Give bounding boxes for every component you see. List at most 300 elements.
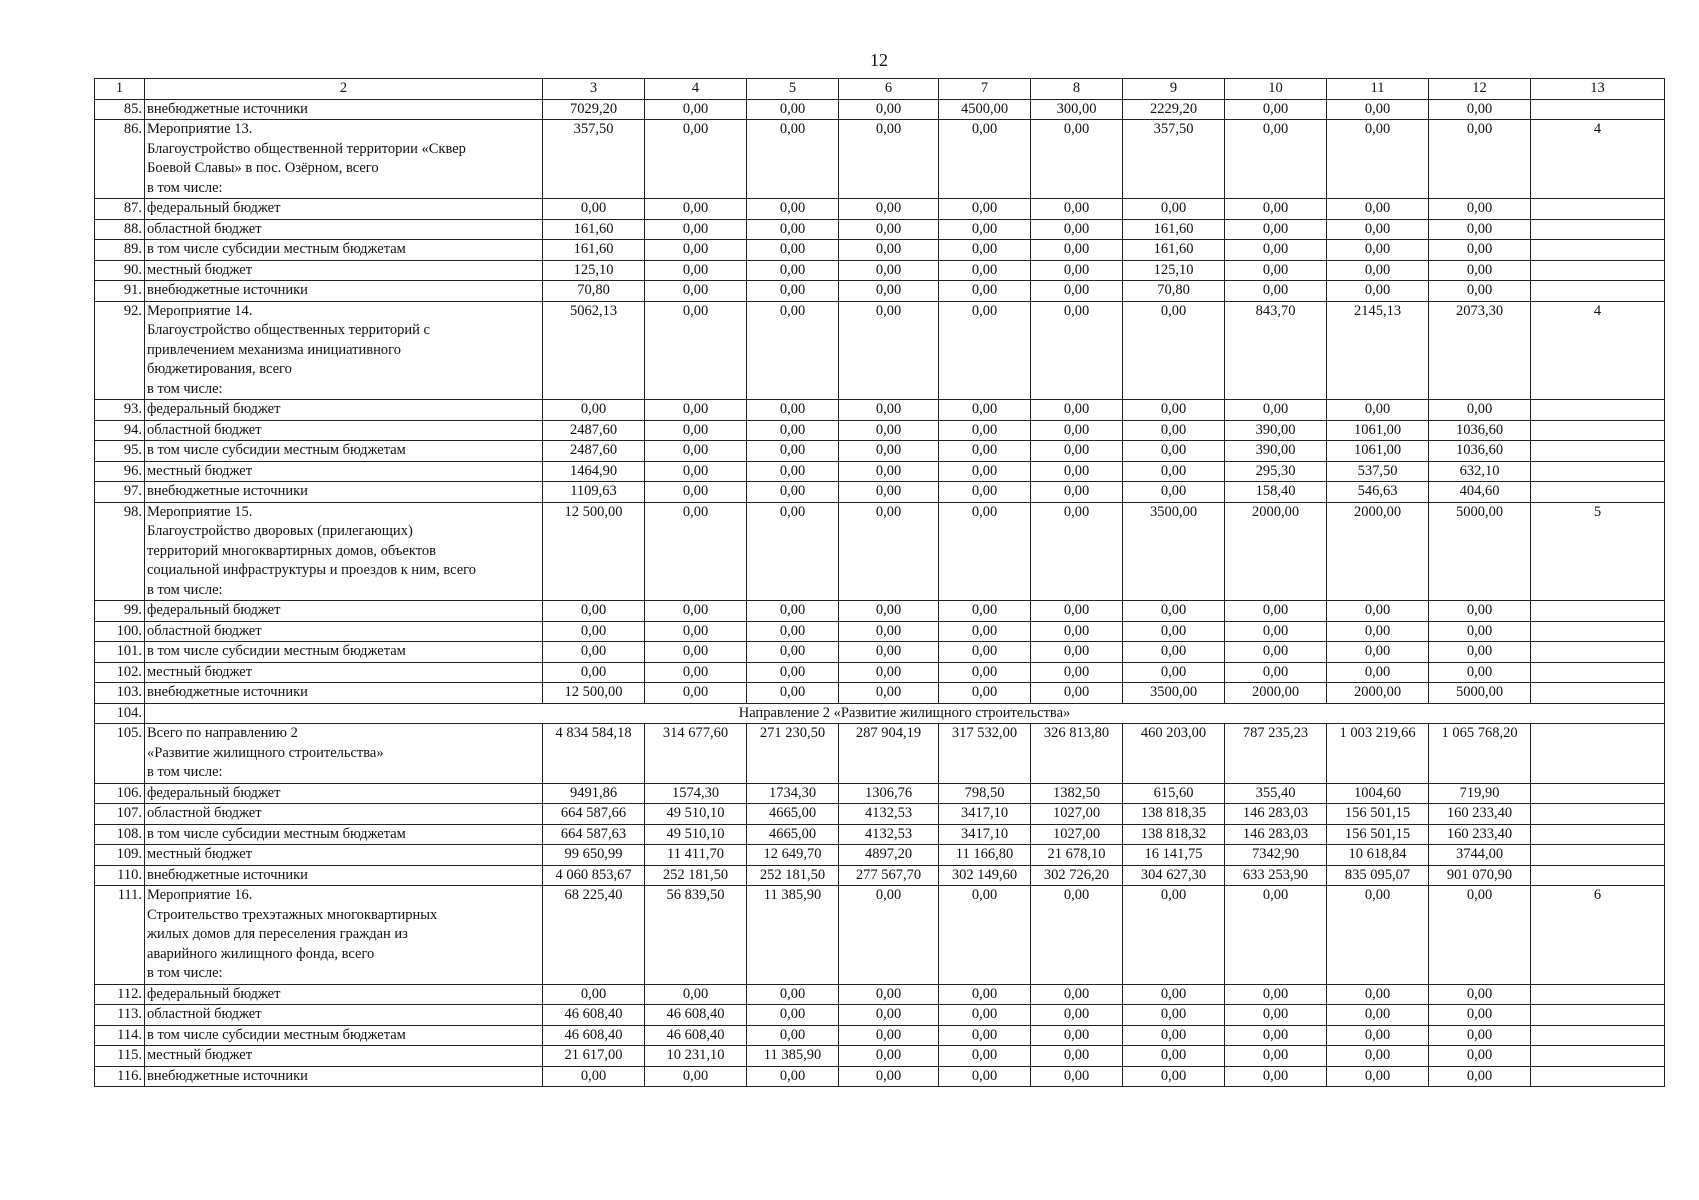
row-number: 88. (95, 219, 145, 240)
code-cell (1531, 845, 1665, 866)
row-name (145, 804, 543, 825)
value-cell: 0,00 (839, 99, 939, 120)
code-cell (1531, 420, 1665, 441)
value-cell: 0,00 (543, 621, 645, 642)
row-number: 113. (95, 1005, 145, 1026)
value-cell: 0,00 (747, 99, 839, 120)
row-name (145, 260, 543, 281)
value-cell: 0,00 (747, 662, 839, 683)
row-name-line: внебюджетные источники (147, 866, 308, 883)
value-cell: 460 203,00 (1123, 724, 1225, 784)
value-cell: 0,00 (1225, 240, 1327, 261)
row-name-line: областной бюджет (147, 1006, 262, 1022)
value-cell: 1036,60 (1429, 441, 1531, 462)
value-cell: 0,00 (1225, 1025, 1327, 1046)
table-body (95, 79, 1665, 1087)
value-cell: 0,00 (839, 1066, 939, 1087)
value-cell: 0,00 (939, 441, 1031, 462)
value-cell: 0,00 (1031, 886, 1123, 985)
value-cell: 0,00 (839, 281, 939, 302)
value-cell: 0,00 (1327, 1005, 1429, 1026)
value-cell: 0,00 (1123, 642, 1225, 663)
value-cell: 843,70 (1225, 301, 1327, 400)
value-cell: 0,00 (939, 984, 1031, 1005)
value-cell: 0,00 (1031, 400, 1123, 421)
value-cell: 0,00 (747, 240, 839, 261)
value-cell: 0,00 (939, 1025, 1031, 1046)
value-cell: 161,60 (1123, 240, 1225, 261)
value-cell: 70,80 (543, 281, 645, 302)
row-name (145, 601, 543, 622)
value-cell: 0,00 (1123, 461, 1225, 482)
code-cell (1531, 783, 1665, 804)
value-cell: 0,00 (1225, 1005, 1327, 1026)
value-cell: 2000,00 (1327, 683, 1429, 704)
value-cell: 0,00 (747, 502, 839, 601)
table-row (95, 824, 1665, 845)
value-cell: 252 181,50 (645, 865, 747, 886)
value-cell: 0,00 (645, 199, 747, 220)
row-name-line: Благоустройство дворовых (прилегающих) (147, 523, 413, 539)
row-number: 106. (95, 783, 145, 804)
row-name-line: областной бюджет (147, 622, 262, 639)
value-cell: 0,00 (747, 441, 839, 462)
row-name-line: в том числе субсидии местным бюджетам (147, 442, 406, 458)
row-name-line: Благоустройство общественной территории «Сквер (147, 140, 466, 157)
value-cell: 0,00 (1123, 662, 1225, 683)
value-cell: 0,00 (747, 984, 839, 1005)
value-cell: 5000,00 (1429, 683, 1531, 704)
header-cell: 6 (839, 79, 939, 100)
row-name-line: внебюджетные источники (147, 282, 308, 298)
value-cell: 156 501,15 (1327, 824, 1429, 845)
header-row (95, 79, 1665, 100)
row-name (145, 301, 543, 400)
value-cell: 0,00 (1327, 621, 1429, 642)
value-cell: 0,00 (939, 1046, 1031, 1067)
value-cell: 160 233,40 (1429, 804, 1531, 825)
table-row (95, 1066, 1665, 1087)
row-name (145, 683, 543, 704)
row-number: 90. (95, 260, 145, 281)
value-cell: 0,00 (747, 120, 839, 199)
value-cell: 49 510,10 (645, 804, 747, 825)
value-cell: 0,00 (1327, 601, 1429, 622)
value-cell: 3500,00 (1123, 683, 1225, 704)
row-number: 86. (95, 120, 145, 199)
value-cell: 0,00 (747, 1066, 839, 1087)
row-number: 100. (95, 621, 145, 642)
value-cell: 0,00 (1327, 219, 1429, 240)
value-cell: 0,00 (939, 120, 1031, 199)
value-cell: 546,63 (1327, 482, 1429, 503)
value-cell: 0,00 (1225, 601, 1327, 622)
value-cell: 10 231,10 (645, 1046, 747, 1067)
value-cell: 1061,00 (1327, 441, 1429, 462)
value-cell: 70,80 (1123, 281, 1225, 302)
value-cell: 615,60 (1123, 783, 1225, 804)
code-cell (1531, 219, 1665, 240)
value-cell: 11 385,90 (747, 886, 839, 985)
value-cell: 4132,53 (839, 804, 939, 825)
value-cell: 0,00 (939, 301, 1031, 400)
row-name (145, 642, 543, 663)
value-cell: 11 385,90 (747, 1046, 839, 1067)
value-cell: 0,00 (1327, 199, 1429, 220)
value-cell: 0,00 (1123, 1066, 1225, 1087)
value-cell: 3744,00 (1429, 845, 1531, 866)
value-cell: 49 510,10 (645, 824, 747, 845)
code-cell (1531, 99, 1665, 120)
row-name (145, 783, 543, 804)
value-cell: 277 567,70 (839, 865, 939, 886)
row-name-line: жилых домов для переселения граждан из (147, 926, 408, 942)
code-cell (1531, 824, 1665, 845)
value-cell: 0,00 (939, 1005, 1031, 1026)
row-number: 112. (95, 984, 145, 1005)
value-cell: 0,00 (939, 502, 1031, 601)
row-name-line: в том числе субсидии местным бюджетам (147, 1026, 406, 1043)
table-row (95, 783, 1665, 804)
value-cell: 0,00 (747, 260, 839, 281)
value-cell: 302 149,60 (939, 865, 1031, 886)
value-cell: 0,00 (1327, 1066, 1429, 1087)
value-cell: 664 587,66 (543, 804, 645, 825)
value-cell: 0,00 (1031, 502, 1123, 601)
header-cell: 5 (747, 79, 839, 100)
value-cell: 0,00 (939, 281, 1031, 302)
value-cell: 146 283,03 (1225, 804, 1327, 825)
row-name (145, 502, 543, 601)
value-cell: 787 235,23 (1225, 724, 1327, 784)
code-cell (1531, 281, 1665, 302)
row-name-line: Боевой Славы» в пос. Озёрном, всего (147, 160, 379, 176)
value-cell: 161,60 (543, 240, 645, 261)
value-cell: 0,00 (543, 662, 645, 683)
code-cell (1531, 642, 1665, 663)
value-cell: 355,40 (1225, 783, 1327, 804)
value-cell: 0,00 (1327, 642, 1429, 663)
value-cell: 0,00 (1225, 99, 1327, 120)
code-cell (1531, 1066, 1665, 1087)
value-cell: 0,00 (1031, 461, 1123, 482)
value-cell: 46 608,40 (543, 1025, 645, 1046)
value-cell: 0,00 (1225, 120, 1327, 199)
value-cell: 0,00 (1123, 601, 1225, 622)
row-number: 115. (95, 1046, 145, 1067)
table-row (95, 724, 1665, 784)
value-cell: 4 060 853,67 (543, 865, 645, 886)
value-cell: 0,00 (839, 420, 939, 441)
table-row (95, 199, 1665, 220)
row-number: 111. (95, 886, 145, 985)
row-name-line: внебюджетные источники (147, 100, 308, 117)
value-cell: 0,00 (939, 601, 1031, 622)
value-cell: 5062,13 (543, 301, 645, 400)
value-cell: 317 532,00 (939, 724, 1031, 784)
value-cell: 46 608,40 (645, 1005, 747, 1026)
row-name-line: Мероприятие 13. (147, 121, 253, 137)
value-cell: 0,00 (1123, 886, 1225, 985)
row-name (145, 1046, 543, 1067)
value-cell: 7029,20 (543, 99, 645, 120)
value-cell: 0,00 (1429, 642, 1531, 663)
value-cell: 0,00 (645, 683, 747, 704)
row-name (145, 662, 543, 683)
row-name (145, 845, 543, 866)
value-cell: 304 627,30 (1123, 865, 1225, 886)
value-cell: 0,00 (839, 662, 939, 683)
value-cell: 0,00 (645, 482, 747, 503)
value-cell: 0,00 (1031, 642, 1123, 663)
value-cell: 1027,00 (1031, 824, 1123, 845)
table-row (95, 441, 1665, 462)
value-cell: 0,00 (1031, 1005, 1123, 1026)
table-row (95, 502, 1665, 601)
code-cell: 4 (1531, 120, 1665, 199)
table-row (95, 804, 1665, 825)
value-cell: 0,00 (747, 420, 839, 441)
value-cell: 0,00 (839, 984, 939, 1005)
value-cell: 0,00 (1031, 260, 1123, 281)
value-cell: 0,00 (839, 482, 939, 503)
value-cell: 1027,00 (1031, 804, 1123, 825)
row-name-line: в том числе субсидии местным бюджетам (147, 241, 406, 257)
table-row (95, 240, 1665, 261)
row-name-line: федеральный бюджет (147, 784, 281, 801)
value-cell: 0,00 (1031, 120, 1123, 199)
row-name-line: внебюджетные источники (147, 1067, 308, 1084)
value-cell: 0,00 (1225, 1066, 1327, 1087)
row-name-line: социальной инфраструктуры и проездов к ним, всего (147, 562, 476, 578)
value-cell: 0,00 (1327, 400, 1429, 421)
row-name-line: аварийного жилищного фонда, всего (147, 945, 375, 962)
table-row (95, 886, 1665, 985)
value-cell: 0,00 (939, 461, 1031, 482)
value-cell: 0,00 (1327, 662, 1429, 683)
row-name-line: «Развитие жилищного строительства» (147, 744, 384, 761)
value-cell: 0,00 (839, 199, 939, 220)
value-cell: 0,00 (747, 301, 839, 400)
value-cell: 56 839,50 (645, 886, 747, 985)
value-cell: 0,00 (543, 199, 645, 220)
row-number: 116. (95, 1066, 145, 1087)
value-cell: 0,00 (839, 1046, 939, 1067)
row-number: 103. (95, 683, 145, 704)
value-cell: 0,00 (1429, 1046, 1531, 1067)
value-cell: 160 233,40 (1429, 824, 1531, 845)
row-number: 104. (95, 703, 145, 724)
row-name (145, 281, 543, 302)
table-row (95, 984, 1665, 1005)
page-number: 12 (870, 50, 888, 70)
value-cell: 0,00 (543, 400, 645, 421)
header-cell: 11 (1327, 79, 1429, 100)
code-cell: 5 (1531, 502, 1665, 601)
value-cell: 0,00 (1031, 420, 1123, 441)
value-cell: 0,00 (645, 662, 747, 683)
value-cell: 0,00 (839, 219, 939, 240)
row-name-line: областной бюджет (147, 805, 262, 821)
value-cell: 0,00 (1429, 120, 1531, 199)
value-cell: 0,00 (839, 1005, 939, 1026)
value-cell: 0,00 (1031, 199, 1123, 220)
value-cell: 2000,00 (1327, 502, 1429, 601)
table-row (95, 601, 1665, 622)
row-number: 99. (95, 601, 145, 622)
row-name (145, 240, 543, 261)
value-cell: 252 181,50 (747, 865, 839, 886)
value-cell: 1464,90 (543, 461, 645, 482)
code-cell: 4 (1531, 301, 1665, 400)
value-cell: 0,00 (747, 219, 839, 240)
row-number: 91. (95, 281, 145, 302)
value-cell: 0,00 (839, 1025, 939, 1046)
value-cell: 0,00 (1031, 219, 1123, 240)
table-row (95, 662, 1665, 683)
value-cell: 0,00 (543, 601, 645, 622)
row-name-line: местный бюджет (147, 663, 253, 680)
value-cell: 0,00 (1225, 219, 1327, 240)
table-row (95, 461, 1665, 482)
code-cell (1531, 683, 1665, 704)
value-cell: 404,60 (1429, 482, 1531, 503)
value-cell: 0,00 (1327, 886, 1429, 985)
code-cell (1531, 865, 1665, 886)
value-cell: 0,00 (839, 400, 939, 421)
value-cell: 2000,00 (1225, 502, 1327, 601)
row-name-line: местный бюджет (147, 1047, 253, 1063)
code-cell (1531, 1046, 1665, 1067)
value-cell: 0,00 (543, 1066, 645, 1087)
value-cell: 300,00 (1031, 99, 1123, 120)
value-cell: 1 003 219,66 (1327, 724, 1429, 784)
row-name (145, 461, 543, 482)
value-cell: 0,00 (747, 281, 839, 302)
value-cell: 0,00 (839, 683, 939, 704)
value-cell: 357,50 (1123, 120, 1225, 199)
value-cell: 390,00 (1225, 420, 1327, 441)
row-name (145, 724, 543, 784)
code-cell (1531, 662, 1665, 683)
value-cell: 0,00 (1123, 621, 1225, 642)
value-cell: 0,00 (939, 420, 1031, 441)
value-cell: 0,00 (1031, 984, 1123, 1005)
section-title: Направление 2 «Развитие жилищного строительства» (145, 703, 1665, 724)
table-row (95, 642, 1665, 663)
value-cell: 0,00 (839, 260, 939, 281)
row-name-line: федеральный бюджет (147, 602, 281, 618)
value-cell: 326 813,80 (1031, 724, 1123, 784)
code-cell (1531, 804, 1665, 825)
table-row (95, 482, 1665, 503)
table-row (95, 400, 1665, 421)
table-row (95, 260, 1665, 281)
value-cell: 2000,00 (1225, 683, 1327, 704)
value-cell: 4665,00 (747, 824, 839, 845)
row-name (145, 219, 543, 240)
row-name (145, 1025, 543, 1046)
value-cell: 3417,10 (939, 804, 1031, 825)
value-cell: 4665,00 (747, 804, 839, 825)
row-number: 94. (95, 420, 145, 441)
value-cell: 0,00 (747, 683, 839, 704)
table-row (95, 120, 1665, 199)
value-cell: 798,50 (939, 783, 1031, 804)
value-cell: 0,00 (1429, 662, 1531, 683)
value-cell: 11 411,70 (645, 845, 747, 866)
value-cell: 0,00 (939, 621, 1031, 642)
value-cell: 0,00 (645, 441, 747, 462)
value-cell: 0,00 (839, 886, 939, 985)
value-cell: 302 726,20 (1031, 865, 1123, 886)
row-name-line: территорий многоквартирных домов, объектов (147, 542, 436, 559)
row-number: 96. (95, 461, 145, 482)
value-cell: 1061,00 (1327, 420, 1429, 441)
value-cell: 0,00 (1327, 240, 1429, 261)
row-name-line: областной бюджет (147, 220, 262, 237)
row-name-line: местный бюджет (147, 261, 253, 278)
row-name (145, 824, 543, 845)
row-name-line: в том числе: (147, 581, 223, 598)
table-row (95, 301, 1665, 400)
value-cell: 0,00 (1031, 301, 1123, 400)
value-cell: 0,00 (747, 199, 839, 220)
code-cell (1531, 199, 1665, 220)
value-cell: 0,00 (1225, 281, 1327, 302)
row-name-line: в том числе: (147, 179, 223, 196)
value-cell: 0,00 (1327, 984, 1429, 1005)
value-cell: 2073,30 (1429, 301, 1531, 400)
header-cell: 2 (145, 79, 543, 100)
table-row (95, 1005, 1665, 1026)
row-name-line: областной бюджет (147, 421, 262, 438)
value-cell: 158,40 (1225, 482, 1327, 503)
table-row (95, 683, 1665, 704)
row-name-line: местный бюджет (147, 462, 253, 479)
value-cell: 0,00 (1225, 400, 1327, 421)
value-cell: 0,00 (1031, 281, 1123, 302)
row-name (145, 120, 543, 199)
row-name-line: Мероприятие 16. (147, 887, 253, 903)
value-cell: 0,00 (747, 642, 839, 663)
value-cell: 0,00 (747, 461, 839, 482)
row-number: 93. (95, 400, 145, 421)
value-cell: 99 650,99 (543, 845, 645, 866)
row-number: 98. (95, 502, 145, 601)
row-name-line: внебюджетные источники (147, 684, 308, 700)
table-row (95, 1025, 1665, 1046)
row-name-line: Благоустройство общественных территорий с (147, 322, 430, 338)
value-cell: 0,00 (645, 120, 747, 199)
row-name-line: бюджетирования, всего (147, 361, 292, 377)
table-row (95, 621, 1665, 642)
value-cell: 4897,20 (839, 845, 939, 866)
value-cell: 633 253,90 (1225, 865, 1327, 886)
value-cell: 125,10 (1123, 260, 1225, 281)
value-cell: 0,00 (1327, 120, 1429, 199)
header-cell: 1 (95, 79, 145, 100)
value-cell: 0,00 (1327, 1046, 1429, 1067)
row-number: 105. (95, 724, 145, 784)
value-cell: 125,10 (543, 260, 645, 281)
value-cell: 3417,10 (939, 824, 1031, 845)
code-cell (1531, 461, 1665, 482)
row-name-line: в том числе субсидии местным бюджетам (147, 643, 406, 659)
value-cell: 0,00 (839, 301, 939, 400)
value-cell: 1036,60 (1429, 420, 1531, 441)
row-name-line: в том числе: (147, 764, 223, 780)
